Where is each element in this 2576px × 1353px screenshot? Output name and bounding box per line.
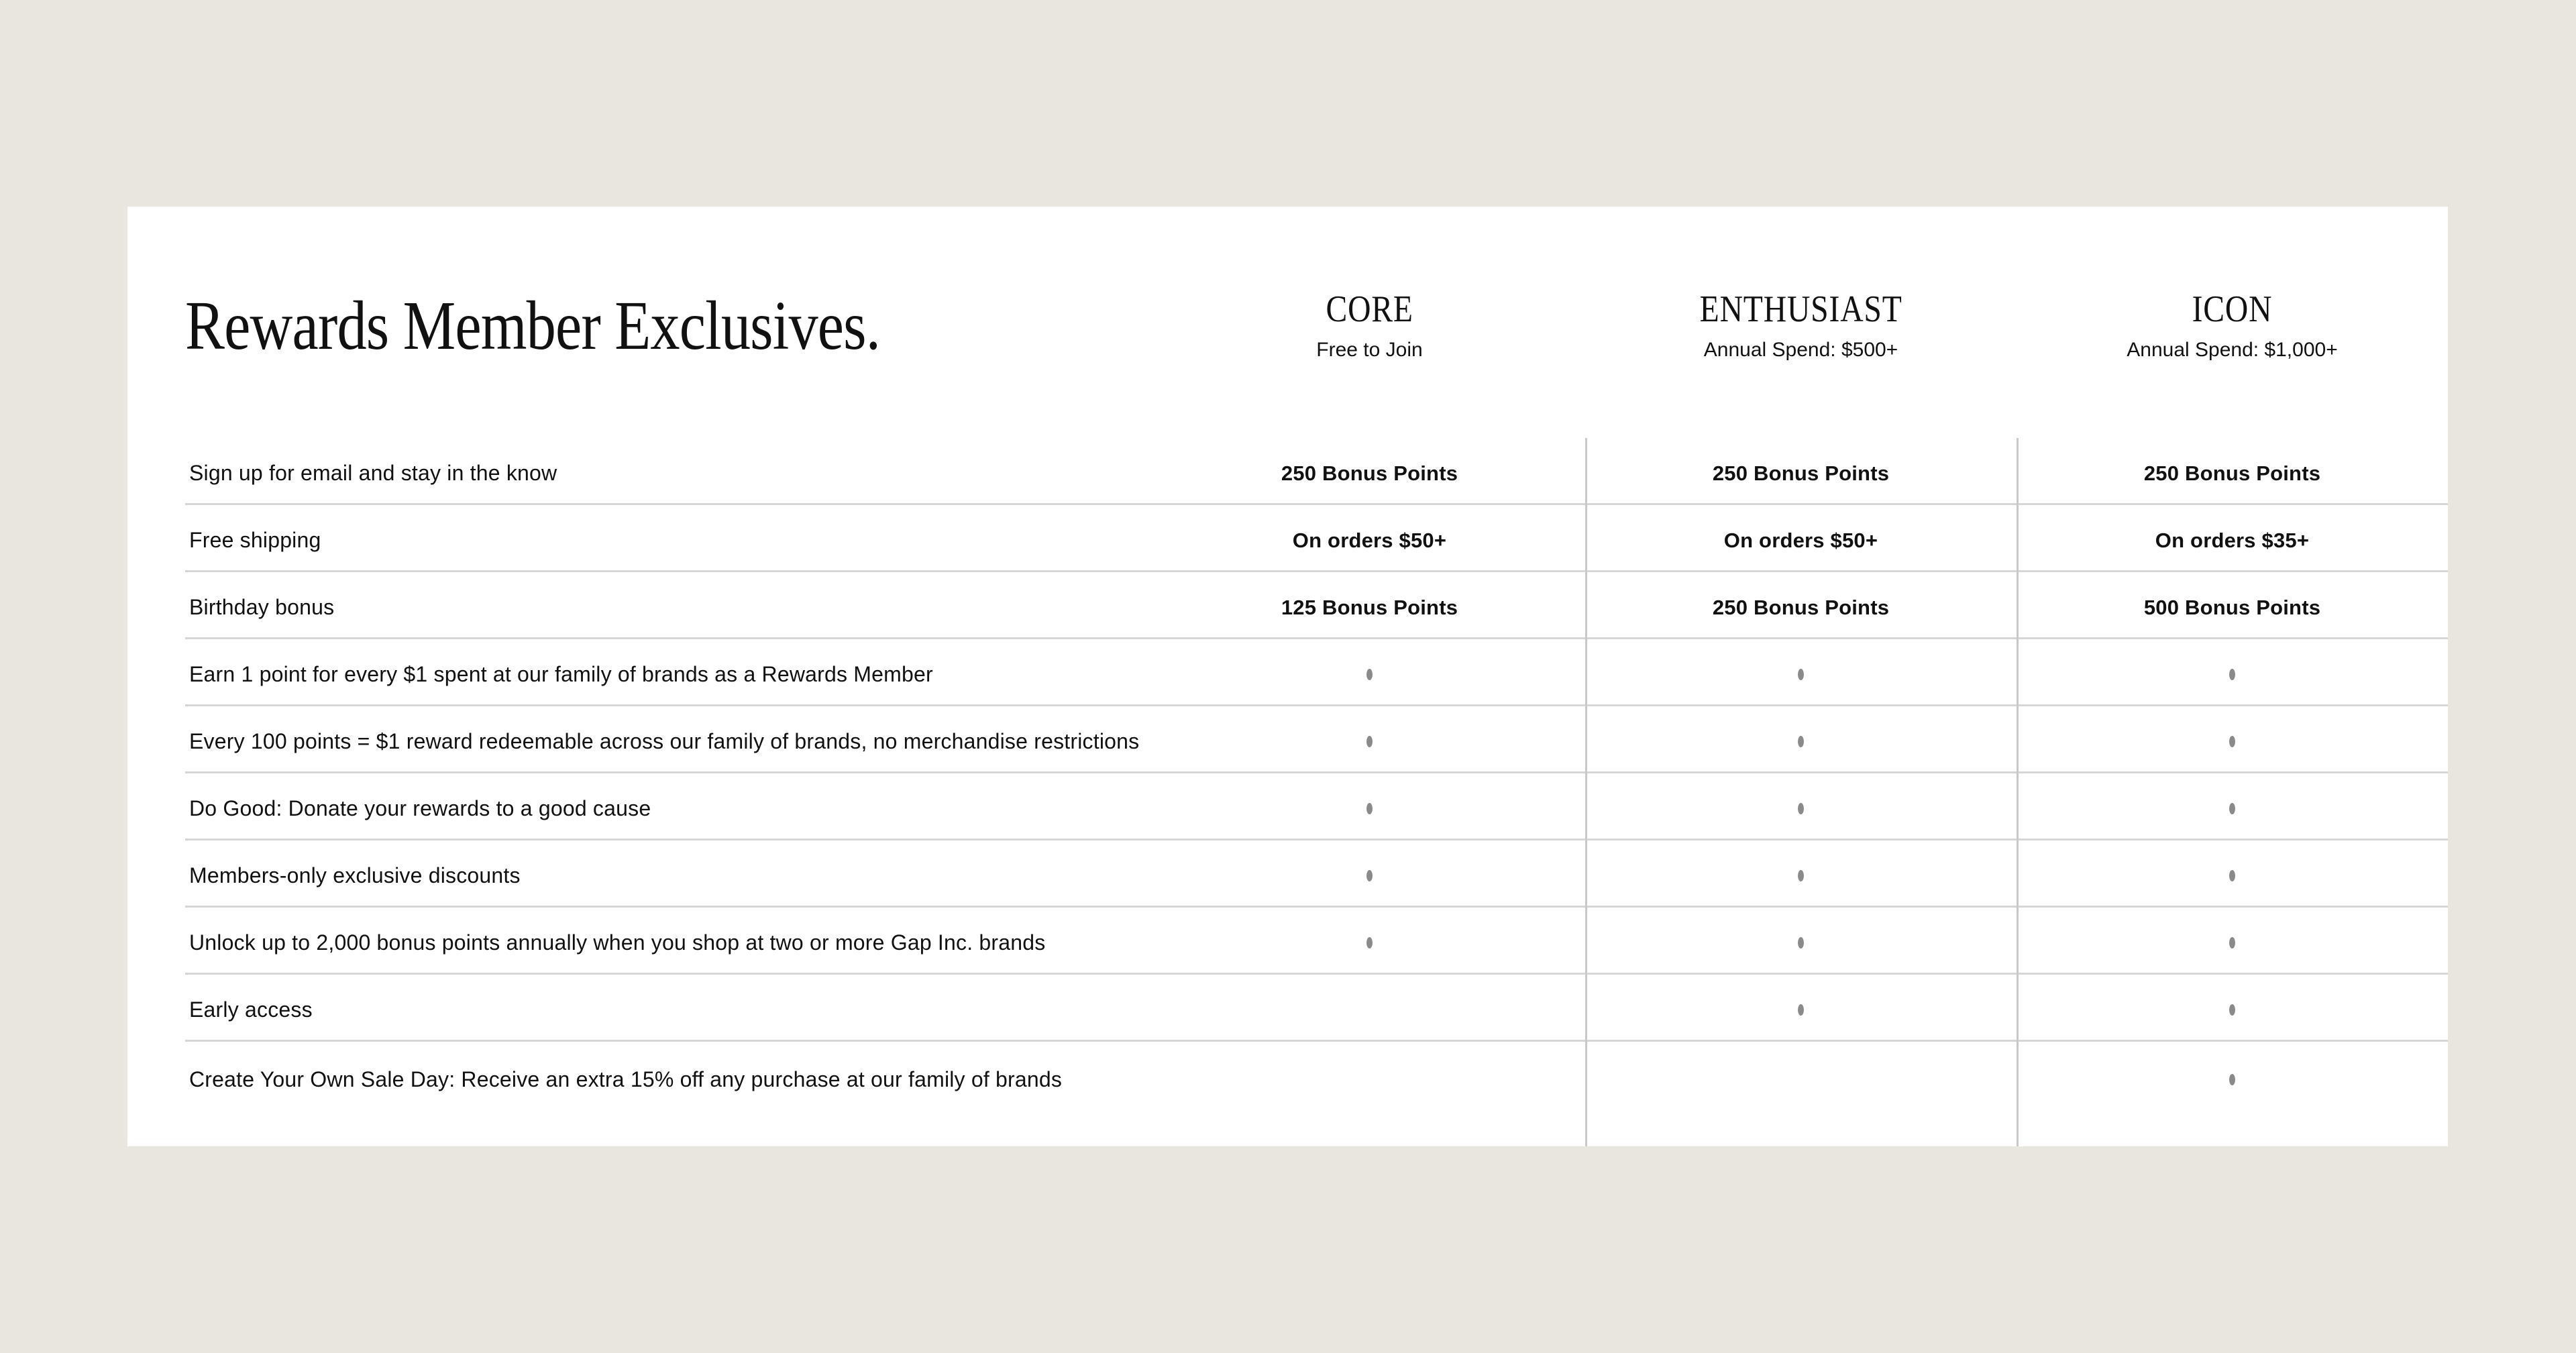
table-row xyxy=(185,1042,2448,1147)
benefit-dot xyxy=(2229,1074,2235,1085)
benefit-dot xyxy=(1798,870,1804,881)
benefit-dot xyxy=(2229,736,2235,747)
table-row xyxy=(185,841,2448,908)
benefit-cell-enthusiast xyxy=(1585,1047,2017,1112)
column-divider-2 xyxy=(2017,438,2019,1146)
benefit-value: On orders $50+ xyxy=(1723,528,1878,552)
benefit-cell-core xyxy=(1154,846,1585,906)
benefit-cell-icon xyxy=(2017,578,2448,637)
benefit-dot xyxy=(1366,803,1373,814)
benefit-dot xyxy=(1798,803,1804,814)
tier-subtitle-icon: Annual Spend: $1,000+ xyxy=(2127,339,2338,361)
benefit-cell-enthusiast xyxy=(1585,443,2017,503)
column-divider-1 xyxy=(1585,438,1587,1146)
benefit-value: 250 Bonus Points xyxy=(2143,461,2321,485)
table-row xyxy=(185,975,2448,1042)
benefit-cell-icon xyxy=(2017,510,2448,570)
page-title: Rewards Member Exclusives. xyxy=(185,287,880,364)
table-row xyxy=(185,438,2448,505)
tier-name-core: CORE xyxy=(1326,288,1413,330)
benefit-dot xyxy=(2229,669,2235,680)
benefit-label: Members-only exclusive discounts xyxy=(189,863,521,887)
benefit-label: Early access xyxy=(189,997,313,1022)
benefit-cell-icon xyxy=(2017,1047,2448,1112)
benefit-cell-core xyxy=(1154,980,1585,1040)
tier-subtitle-enthusiast: Annual Spend: $500+ xyxy=(1703,339,1898,361)
benefit-value: 250 Bonus Points xyxy=(1712,595,1890,619)
benefit-cell-enthusiast xyxy=(1585,846,2017,906)
rewards-card xyxy=(127,207,2448,1146)
benefit-cell-enthusiast xyxy=(1585,913,2017,973)
table-row xyxy=(185,572,2448,639)
benefit-cell-core xyxy=(1154,510,1585,570)
benefit-label: Sign up for email and stay in the know xyxy=(189,461,557,485)
benefit-label: Every 100 points = $1 reward redeemable across our family of brands, no merchandise restrictions xyxy=(189,729,1140,753)
benefit-dot xyxy=(1366,937,1373,949)
benefit-cell-core xyxy=(1154,913,1585,973)
benefit-cell-icon xyxy=(2017,645,2448,704)
benefit-label: Birthday bonus xyxy=(189,595,335,619)
benefit-value: 250 Bonus Points xyxy=(1712,461,1890,485)
table-row xyxy=(185,505,2448,572)
benefit-cell-icon xyxy=(2017,779,2448,838)
benefit-label: Earn 1 point for every $1 spent at our family of brands as a Rewards Member xyxy=(189,662,933,686)
benefit-dot xyxy=(1366,669,1373,680)
benefit-value: 500 Bonus Points xyxy=(2143,595,2321,619)
benefit-cell-enthusiast xyxy=(1585,779,2017,838)
benefit-dot xyxy=(2229,937,2235,949)
benefit-cell-icon xyxy=(2017,443,2448,503)
tier-name-icon: ICON xyxy=(2192,288,2273,330)
benefit-dot xyxy=(1366,870,1373,881)
tier-header-enthusiast xyxy=(1585,290,2017,361)
benefit-cell-enthusiast xyxy=(1585,645,2017,704)
tier-name-enthusiast: ENTHUSIAST xyxy=(1699,288,1902,330)
benefit-dot xyxy=(1798,937,1804,949)
tier-subtitle-core: Free to Join xyxy=(1316,339,1423,361)
benefit-cell-enthusiast xyxy=(1585,980,2017,1040)
benefits-table xyxy=(185,438,2448,1147)
benefit-cell-core xyxy=(1154,443,1585,503)
tier-header-icon xyxy=(2017,290,2448,361)
benefit-cell-icon xyxy=(2017,980,2448,1040)
benefit-cell-core xyxy=(1154,645,1585,704)
table-row xyxy=(185,639,2448,706)
tier-header-core xyxy=(1154,290,1585,361)
benefit-cell-core xyxy=(1154,779,1585,838)
benefit-label: Free shipping xyxy=(189,528,321,552)
benefit-cell-enthusiast xyxy=(1585,510,2017,570)
benefit-cell-icon xyxy=(2017,712,2448,771)
table-row xyxy=(185,908,2448,975)
benefit-label: Do Good: Donate your rewards to a good cause xyxy=(189,796,651,820)
benefit-dot xyxy=(2229,803,2235,814)
benefit-cell-core xyxy=(1154,712,1585,771)
benefit-cell-enthusiast xyxy=(1585,578,2017,637)
table-row xyxy=(185,706,2448,773)
benefit-value: On orders $50+ xyxy=(1292,528,1447,552)
benefit-dot xyxy=(1366,736,1373,747)
benefit-cell-enthusiast xyxy=(1585,712,2017,771)
card-header xyxy=(127,207,2448,437)
benefit-label: Create Your Own Sale Day: Receive an extra 15% off any purchase at our family of brands xyxy=(189,1067,1063,1091)
benefit-dot xyxy=(1798,736,1804,747)
benefit-dot xyxy=(1798,1004,1804,1016)
benefit-cell-icon xyxy=(2017,846,2448,906)
benefit-dot xyxy=(2229,870,2235,881)
benefit-value: 250 Bonus Points xyxy=(1281,461,1458,485)
benefit-value: On orders $35+ xyxy=(2155,528,2310,552)
benefit-dot xyxy=(2229,1004,2235,1016)
benefit-cell-core xyxy=(1154,578,1585,637)
table-row xyxy=(185,773,2448,841)
benefit-cell-icon xyxy=(2017,913,2448,973)
benefit-label: Unlock up to 2,000 bonus points annually when you shop at two or more Gap Inc. brands xyxy=(189,930,1046,955)
benefit-cell-core xyxy=(1154,1047,1585,1112)
benefit-dot xyxy=(1798,669,1804,680)
benefit-value: 125 Bonus Points xyxy=(1281,595,1458,619)
